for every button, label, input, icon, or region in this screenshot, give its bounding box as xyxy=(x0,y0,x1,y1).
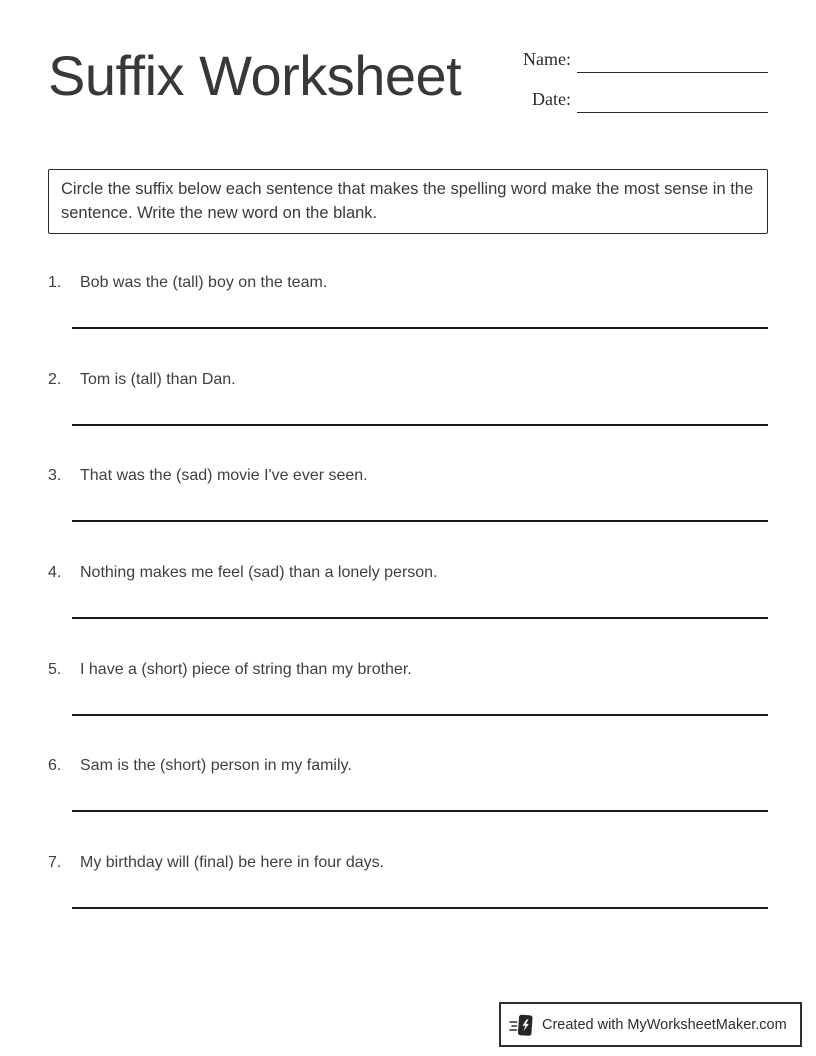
footer-credit-badge[interactable] xyxy=(499,1002,802,1047)
page-title: Suffix Worksheet xyxy=(48,44,462,107)
question-sentence: That was the (sad) movie I've ever seen. xyxy=(80,467,368,485)
answer-blank-line xyxy=(72,714,768,716)
question-sentence: My birthday will (final) be here in four days. xyxy=(80,854,385,872)
question-sentence: I have a (short) piece of string than my brother. xyxy=(80,660,412,678)
answer-blank-line xyxy=(72,617,768,619)
question-item-2 xyxy=(0,369,816,466)
question-sentence: Bob was the (tall) boy on the team. xyxy=(80,274,328,291)
question-sentence: Tom is (tall) than Dan. xyxy=(80,370,236,388)
footer-credit-text: Created with MyWorksheetMaker.com xyxy=(542,1016,787,1033)
answer-blank-line xyxy=(72,520,768,522)
answer-blank-line xyxy=(72,424,768,426)
question-number: 5. xyxy=(48,660,62,678)
question-sentence: Sam is the (short) person in my family. xyxy=(80,757,352,775)
question-sentence: Nothing makes me feel (sad) than a lonely person. xyxy=(80,564,438,582)
question-number: 7. xyxy=(48,854,62,872)
answer-blank-line xyxy=(72,810,768,812)
question-number: 6. xyxy=(48,757,62,775)
question-number: 3. xyxy=(48,467,62,485)
date-label: Date: xyxy=(532,89,571,109)
answer-blank-line xyxy=(72,907,768,909)
myworksheetmaker-logo-icon xyxy=(509,1011,535,1039)
name-blank-line xyxy=(577,48,768,73)
answer-blank-line xyxy=(72,327,768,329)
name-date-block xyxy=(523,48,768,113)
name-label: Name: xyxy=(523,49,571,69)
date-blank-line xyxy=(577,88,768,113)
question-item-1 xyxy=(0,272,816,369)
question-item-6 xyxy=(0,755,816,852)
instructions-box: Circle the suffix below each sentence that makes the spelling word make the most sense in the sentence. Write the new word on the blank. xyxy=(48,169,768,234)
question-number: 2. xyxy=(48,370,62,388)
question-item-3 xyxy=(0,465,816,562)
question-item-4 xyxy=(0,562,816,659)
question-number: 4. xyxy=(48,564,62,582)
question-item-5 xyxy=(0,659,816,756)
question-item-7 xyxy=(0,852,816,949)
question-list xyxy=(0,272,816,949)
question-number: 1. xyxy=(48,274,62,291)
